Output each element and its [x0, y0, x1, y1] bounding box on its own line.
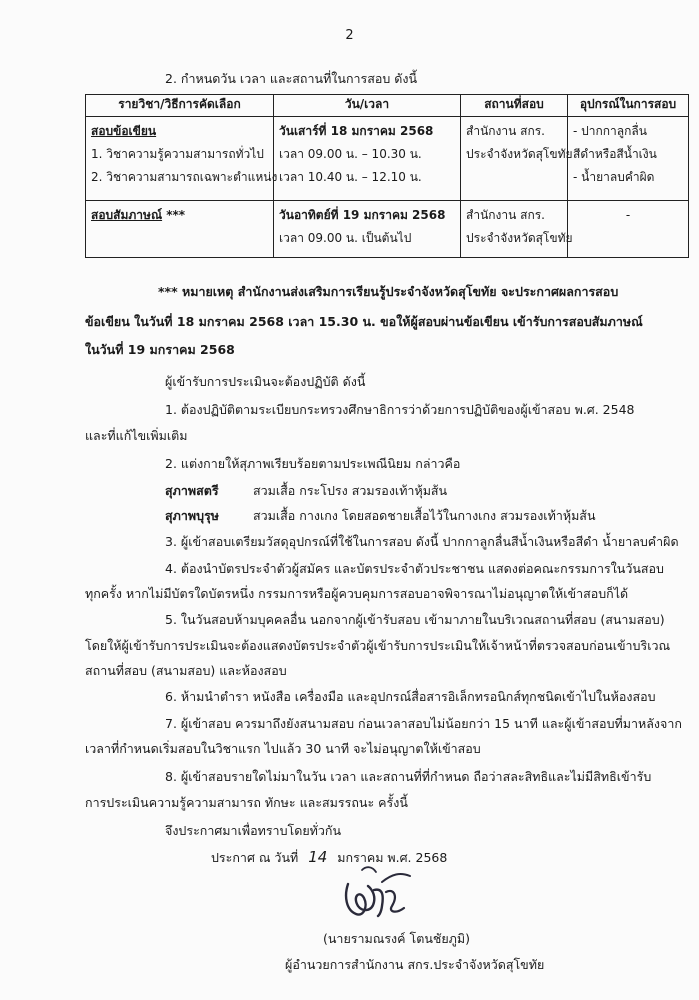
rule-4: 4. ต้องนำบัตรประจำตัวผู้สมัคร และบัตรประจำตัวประชาชน แสดงต่อคณะกรรมการในวันสอบ [165, 561, 664, 576]
place-line: สำนักงาน สกร. [466, 124, 545, 138]
rule-8: 8. ผู้เข้าสอบรายใดไม่มาในวัน เวลา และสถานที่ที่กำหนด ถือว่าสละสิทธิและไม่มีสิทธิเข้ารับ [165, 769, 652, 784]
women-text: สวมเสื้อ กระโปรง สวมรองเท้าหุ้มส้น [253, 483, 448, 498]
place-line: สำนักงาน สกร. [466, 208, 545, 222]
table-header-row [86, 95, 689, 117]
cell-date [274, 201, 461, 258]
time-slot: เวลา 10.40 น. – 12.10 น. [279, 170, 422, 184]
women-label: สุภาพสตรี [165, 483, 219, 498]
rule-1-cont: และที่แก้ไขเพิ่มเติม [85, 428, 188, 443]
rule-1: 1. ต้องปฏิบัติตามระเบียบกระทรวงศึกษาธิการว่าด้วยการปฏิบัติของผู้เข้าสอบ พ.ศ. 2548 [165, 402, 635, 417]
header-place: สถานที่สอบ [461, 95, 568, 117]
rule-8-cont: การประเมินความรู้ความสามารถ ทักษะ และสมรรถนะ ครั้งนี้ [85, 795, 408, 810]
subject-item: 1. วิชาความรู้ความสามารถทั่วไป [91, 147, 264, 161]
table-row [86, 117, 689, 201]
cell-place [461, 117, 573, 201]
date-title: วันอาทิตย์ที่ 19 มกราคม 2568 [279, 208, 446, 222]
page-number: 2 [345, 28, 354, 43]
rule-5-cont: สถานที่สอบ (สนามสอบ) และห้องสอบ [85, 663, 287, 678]
note-line: ในวันที่ 19 มกราคม 2568 [85, 342, 235, 357]
header-subject: รายวิชา/วิธีการคัดเลือก [86, 95, 274, 117]
time-slot: เวลา 09.00 น. เป็นต้นไป [279, 231, 412, 245]
note-line: ข้อเขียน ในวันที่ 18 มกราคม 2568 เวลา 15.30 น. ขอให้ผู้สอบผ่านข้อเขียน เข้ารับการสอบสัมภาษณ์ [85, 314, 643, 329]
equipment-line: สีดำหรือสีน้ำเงิน [573, 147, 657, 161]
announced-day: 14 [308, 848, 328, 866]
men-label: สุภาพบุรุษ [165, 508, 220, 523]
announced-rest: มกราคม พ.ศ. 2568 [337, 850, 448, 865]
equipment-line: - ปากกาลูกลื่น [573, 124, 647, 138]
place-line: ประจำจังหวัดสุโขทัย [466, 147, 573, 161]
exam-schedule-table [85, 94, 689, 258]
rules-intro: ผู้เข้ารับการประเมินจะต้องปฏิบัติ ดังนี้ [165, 374, 366, 389]
header-date: วัน/เวลา [274, 95, 461, 117]
cell-equipment [568, 201, 689, 258]
signer-name: (นายรามณรงค์ โตนชัยภูมิ) [323, 931, 471, 946]
header-equipment: อุปกรณ์ในการสอบ [568, 95, 689, 117]
signature-mark [338, 862, 420, 922]
rule-5: 5. ในวันสอบห้ามบุคคลอื่น นอกจากผู้เข้ารับสอบ เข้ามาภายในบริเวณสถานที่สอบ (สนามสอบ) [165, 612, 665, 627]
subject-suffix: *** [162, 208, 186, 222]
subject-title: สอบสัมภาษณ์ [91, 208, 163, 222]
time-slot: เวลา 09.00 น. – 10.30 น. [279, 147, 422, 161]
rule-2: 2. แต่งกายให้สุภาพเรียบร้อยตามประเพณีนิยม กล่าวคือ [165, 456, 461, 471]
section-heading: 2. กำหนดวัน เวลา และสถานที่ในการสอบ ดังนี้ [165, 71, 418, 86]
cell-place [461, 201, 573, 258]
date-title: วันเสาร์ที่ 18 มกราคม 2568 [279, 124, 434, 138]
equipment-line: - น้ำยาลบคำผิด [573, 170, 655, 184]
subject-item: 2. วิชาความสามารถเฉพาะตำแหน่ง [91, 170, 278, 184]
subject-title: สอบข้อเขียน [91, 124, 157, 138]
equipment-line: - [625, 208, 631, 222]
rule-6: 6. ห้ามนำตำรา หนังสือ เครื่องมือ และอุปกรณ์สื่อสารอิเล็กทรอนิกส์ทุกชนิดเข้าไปในห้องสอบ [165, 689, 656, 704]
signer-title: ผู้อำนวยการสำนักงาน สกร.ประจำจังหวัดสุโขทัย [285, 957, 545, 972]
men-text: สวมเสื้อ กางเกง โดยสอดชายเสื้อไว้ในกางเกง สวมรองเท้าหุ้มส้น [253, 508, 596, 523]
rule-7-cont: เวลาที่กำหนดเริ่มสอบในวิชาแรก ไปแล้ว 30 นาที จะไม่อนุญาตให้เข้าสอบ [85, 741, 481, 756]
cell-subject [86, 117, 278, 201]
place-line: ประจำจังหวัดสุโขทัย [466, 231, 573, 245]
cell-equipment [568, 117, 689, 201]
announced-prefix: ประกาศ ณ วันที่ [211, 850, 299, 865]
rule-5-cont: โดยให้ผู้เข้ารับการประเมินจะต้องแสดงบัตรประจำตัวผู้เข้ารับการประเมินให้เจ้าหน้าที่ตรวจสอบก่อนเข้าบริเวณ [85, 638, 671, 653]
table-row [86, 201, 689, 258]
note-line: *** หมายเหตุ สำนักงานส่งเสริมการเรียนรู้ประจำจังหวัดสุโขทัย จะประกาศผลการสอบ [158, 284, 619, 299]
rule-7: 7. ผู้เข้าสอบ ควรมาถึงยังสนามสอบ ก่อนเวลาสอบไม่น้อยกว่า 15 นาที และผู้เข้าสอบที่มาหลังจาก [165, 716, 682, 731]
rule-3: 3. ผู้เข้าสอบเตรียมวัสดุอุปกรณ์ที่ใช้ในการสอบ ดังนี้ ปากกาลูกลื่นสีน้ำเงินหรือสีดำ น้ำยาลบคำผิด [165, 534, 679, 549]
rule-4-cont: ทุกครั้ง หากไม่มีบัตรใดบัตรหนึ่ง กรรมการหรือผู้ควบคุมการสอบอาจพิจารณาไม่อนุญาตให้เข้าสอบก็ได้ [85, 586, 629, 601]
closing-statement: จึงประกาศมาเพื่อทราบโดยทั่วกัน [165, 823, 342, 838]
cell-subject [86, 201, 274, 258]
cell-date [274, 117, 461, 201]
